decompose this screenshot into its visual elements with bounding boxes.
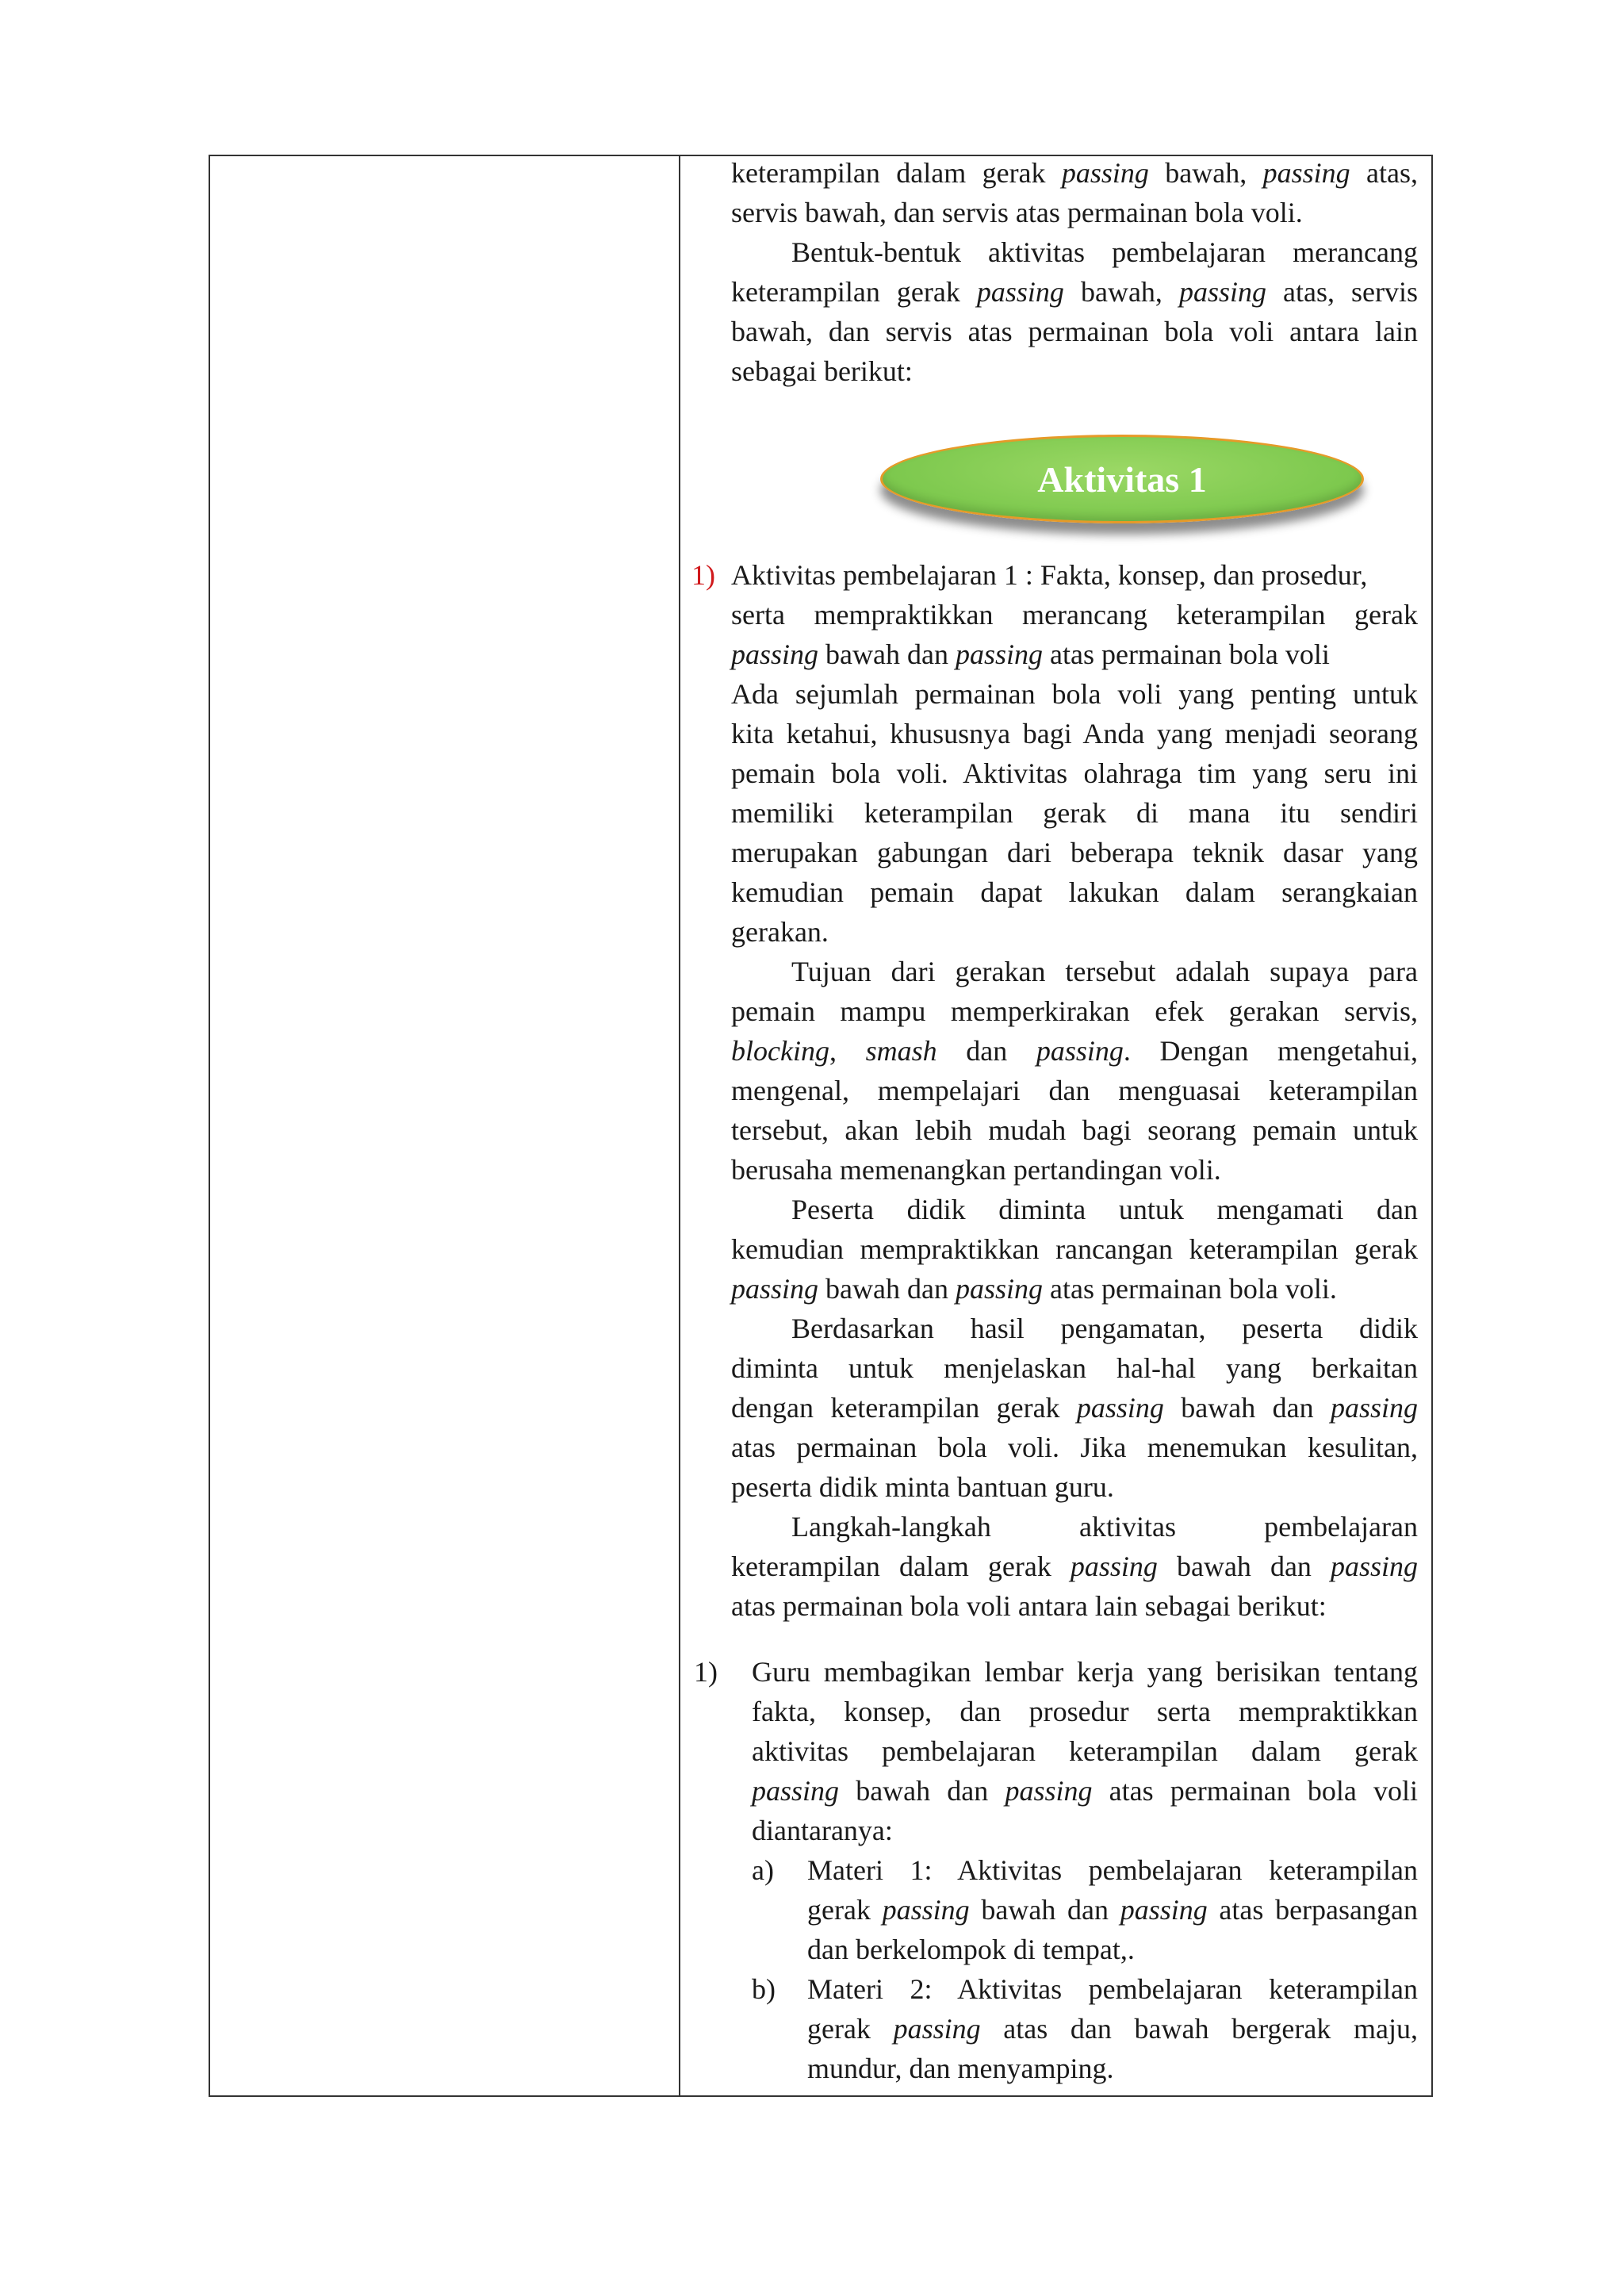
section-line-3: Ada sejumlah permainan bola voli yang penting untuk: [731, 678, 1418, 710]
intro-line-4: bawah, dan servis atas permainan bola voli antara lain: [731, 316, 1418, 347]
sub-item-b-label: b): [752, 1973, 776, 2005]
italic-term: passing: [976, 276, 1064, 308]
italic-term: passing: [752, 1775, 840, 1807]
intro-line-5: sebagai berikut:: [731, 355, 913, 387]
italic-term: passing: [1262, 157, 1350, 189]
sub-item-a-line-0: Materi 1: Aktivitas pembelajaran keterampilan: [807, 1854, 1418, 1886]
section-line-4: kita ketahui, khususnya bagi Anda yang menjadi seorang: [731, 718, 1418, 749]
intro-line-0: keterampilan dalam gerak passing bawah, passing atas,: [731, 157, 1418, 189]
italic-term: passing: [955, 638, 1043, 670]
section-line-19: Berdasarkan hasil pengamatan, peserta didik: [791, 1313, 1418, 1344]
italic-term: passing: [1061, 157, 1149, 189]
intro-line-2: Bentuk-bentuk aktivitas pembelajaran merancang: [791, 236, 1418, 268]
section-line-8: kemudian pemain dapat lakukan dalam serangkaian: [731, 876, 1418, 908]
step-line-1: fakta, konsep, dan prosedur serta mempraktikkan: [752, 1696, 1418, 1727]
section-line-10: Tujuan dari gerakan tersebut adalah supaya para: [791, 956, 1418, 987]
italic-term: passing: [1330, 1550, 1418, 1582]
step-number: 1): [694, 1656, 718, 1688]
section-line-1: serta mempraktikkan merancang keterampilan gerak: [731, 599, 1418, 631]
section-line-21: dengan keterampilan gerak passing bawah dan passing: [731, 1392, 1418, 1424]
italic-term: passing: [1178, 276, 1266, 308]
sub-item-a-line-1: gerak passing bawah dan passing atas berpasangan: [807, 1894, 1418, 1926]
left-column: [210, 156, 679, 2095]
sub-item-b-line-0: Materi 2: Aktivitas pembelajaran keterampilan: [807, 1973, 1418, 2005]
section-line-24: Langkah-langkah aktivitas pembelajaran: [791, 1511, 1418, 1543]
step-line-2: aktivitas pembelajaran keterampilan dalam gerak: [752, 1735, 1418, 1767]
sub-item-b-line-1: gerak passing atas dan bawah bergerak maju,: [807, 2013, 1418, 2045]
step-line-3: passing bawah dan passing atas permainan bola voli: [752, 1775, 1418, 1807]
section-line-20: diminta untuk menjelaskan hal-hal yang berkaitan: [731, 1352, 1418, 1384]
section-line-12: blocking, smash dan passing. Dengan mengetahui,: [731, 1035, 1419, 1067]
italic-term: passing: [1120, 1894, 1208, 1926]
section-line-18: passing bawah dan passing atas permainan bola voli.: [731, 1273, 1337, 1305]
sub-item-b-line-2: mundur, dan menyamping.: [807, 2053, 1114, 2084]
section-line-16: Peserta didik diminta untuk mengamati dan: [791, 1194, 1418, 1225]
activity-badge-label: Aktivitas 1: [1037, 458, 1207, 500]
section-line-26: atas permainan bola voli antara lain sebagai berikut:: [731, 1590, 1327, 1622]
section-line-17: kemudian mempraktikkan rancangan keterampilan gerak: [731, 1233, 1418, 1265]
intro-line-1: servis bawah, dan servis atas permainan bola voli.: [731, 197, 1303, 228]
section-line-22: atas permainan bola voli. Jika menemukan kesulitan,: [731, 1432, 1418, 1463]
italic-term: passing: [731, 638, 819, 670]
section-number: 1): [691, 559, 715, 591]
sub-item-a-label: a): [752, 1854, 774, 1886]
step-line-4: diantaranya:: [752, 1815, 893, 1846]
section-line-6: memiliki keterampilan gerak di mana itu sendiri: [731, 797, 1418, 829]
italic-term: passing: [893, 2013, 981, 2045]
section-line-25: keterampilan dalam gerak passing bawah dan passing: [731, 1550, 1418, 1582]
section-line-11: pemain mampu memperkirakan efek gerakan servis,: [731, 995, 1418, 1027]
activity-badge: [880, 435, 1364, 523]
section-line-23: peserta didik minta bantuan guru.: [731, 1471, 1114, 1503]
italic-term: passing: [955, 1273, 1043, 1305]
italic-term: passing: [1005, 1775, 1093, 1807]
italic-term: passing: [731, 1273, 819, 1305]
italic-term: smash: [865, 1035, 937, 1067]
section-line-9: gerakan.: [731, 916, 829, 948]
sub-item-a-line-2: dan berkelompok di tempat,.: [807, 1934, 1135, 1965]
italic-term: passing: [1036, 1035, 1124, 1067]
section-line-2: passing bawah dan passing atas permainan bola voli: [731, 638, 1330, 670]
section-line-13: mengenal, mempelajari dan menguasai keterampilan: [731, 1075, 1418, 1106]
section-line-14: tersebut, akan lebih mudah bagi seorang pemain untuk: [731, 1114, 1418, 1146]
section-line-5: pemain bola voli. Aktivitas olahraga tim yang seru ini: [731, 757, 1418, 789]
intro-line-3: keterampilan gerak passing bawah, passing atas, servis: [731, 276, 1418, 308]
italic-term: passing: [1070, 1550, 1158, 1582]
italic-term: passing: [882, 1894, 970, 1926]
section-line-15: berusaha memenangkan pertandingan voli.: [731, 1154, 1221, 1186]
section-line-0: Aktivitas pembelajaran 1 : Fakta, konsep, dan prosedur,: [731, 559, 1368, 591]
step-line-0: Guru membagikan lembar kerja yang berisikan tentang: [752, 1656, 1418, 1688]
italic-term: passing: [1076, 1392, 1164, 1424]
italic-term: passing: [1330, 1392, 1418, 1424]
section-line-7: merupakan gabungan dari beberapa teknik dasar yang: [731, 837, 1418, 868]
italic-term: blocking: [731, 1035, 829, 1067]
